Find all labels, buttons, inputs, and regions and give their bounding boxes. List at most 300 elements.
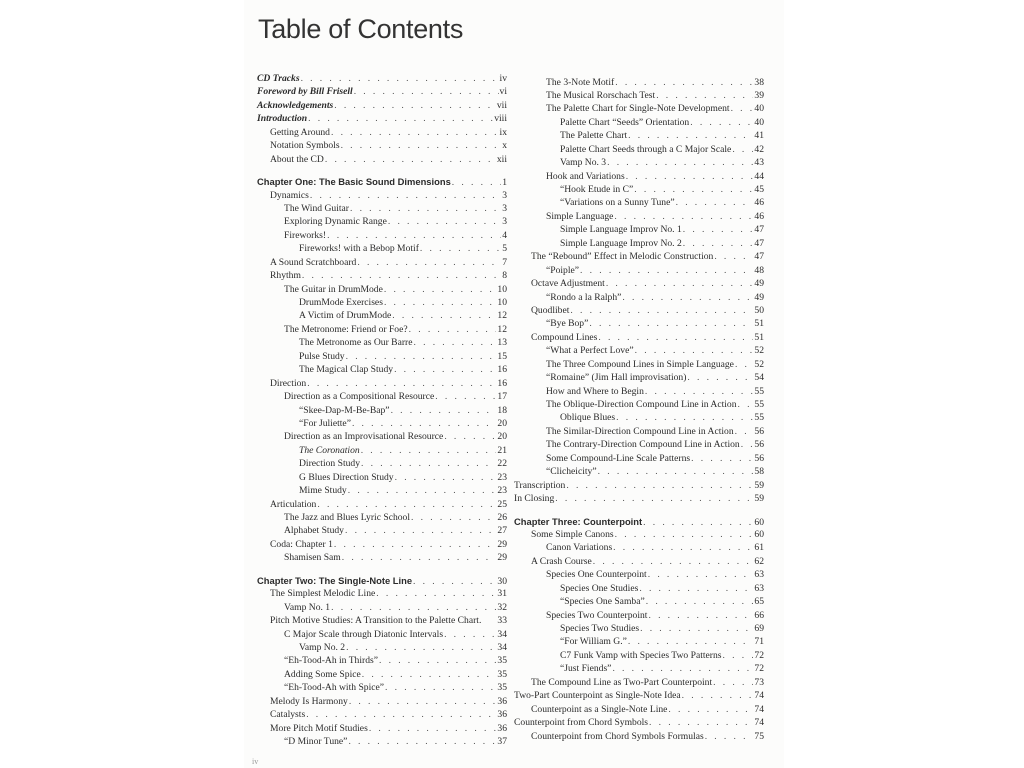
toc-entry-page: 12 <box>497 323 507 335</box>
toc-entry-label: The Oblique-Direction Compound Line in Action <box>546 399 737 410</box>
toc-entry-label: “Clicheicity” <box>546 466 597 478</box>
toc-entry-page: 60 <box>754 516 764 528</box>
toc-entry-label: Quodlibet <box>531 304 570 316</box>
toc-entry <box>514 291 764 304</box>
leader-dots <box>615 528 754 541</box>
leader-dots <box>334 538 497 551</box>
toc-entry <box>257 498 507 511</box>
toc-entry <box>514 237 764 250</box>
leader-dots <box>420 242 501 255</box>
toc-entry-label: In Closing <box>514 493 555 505</box>
toc-entry <box>257 484 507 497</box>
toc-entry-page: 12 <box>497 310 507 322</box>
toc-entry-page: 31 <box>497 588 507 600</box>
toc-entry-page: 17 <box>497 391 507 403</box>
toc-entry-label: “Rondo a la Ralph” <box>546 291 622 303</box>
toc-entry <box>257 628 507 641</box>
toc-entry <box>257 511 507 524</box>
leader-dots <box>310 189 501 202</box>
toc-entry <box>514 331 764 344</box>
toc-entry-page: 39 <box>754 89 764 101</box>
toc-entry-label: A Sound Scratchboard <box>270 256 357 268</box>
toc-entry <box>257 722 507 735</box>
leader-dots <box>301 72 499 85</box>
toc-entry-label: Adding Some Spice <box>284 668 361 680</box>
toc-entry-label: Counterpoint as a Single-Note Line <box>531 703 668 715</box>
leader-dots <box>388 215 501 228</box>
toc-entry-label: Palette Chart Seeds through a C Major Scale <box>560 143 732 155</box>
toc-entry <box>514 277 764 290</box>
leader-dots <box>414 336 497 349</box>
leader-dots: . <box>478 615 482 627</box>
toc-entry-page: 63 <box>754 582 764 594</box>
toc-entry-label: Two-Part Counterpoint as Single-Note Idea <box>514 690 681 702</box>
toc-entry <box>514 250 764 263</box>
leader-dots <box>682 689 754 702</box>
leader-dots <box>683 237 754 250</box>
toc-entry-label: The Palette Chart for Single-Note Development <box>546 103 730 115</box>
leader-dots <box>731 102 754 115</box>
leader-dots <box>394 363 496 376</box>
toc-entry <box>514 555 764 568</box>
leader-dots <box>683 223 754 236</box>
leader-dots <box>645 385 754 398</box>
toc-entry-label: Direction <box>270 377 307 389</box>
toc-entry <box>257 72 507 85</box>
leader-dots <box>350 202 501 215</box>
toc-entry <box>257 404 507 417</box>
toc-entry-label: Fireworks! <box>284 229 327 241</box>
section-gap <box>257 565 507 574</box>
toc-entry-label: Simple Language Improv No. 1 <box>560 224 682 236</box>
toc-entry-page: 7 <box>502 256 507 268</box>
toc-entry-label: A Crash Course <box>531 555 592 567</box>
leader-dots <box>306 708 496 721</box>
toc-entry <box>514 102 764 115</box>
toc-entry-label: The Simplest Melodic Line <box>270 588 376 600</box>
toc-entry-page: 63 <box>754 569 764 581</box>
toc-entry-page: 3 <box>502 189 507 201</box>
toc-entry <box>257 139 507 152</box>
toc-entry-label: The Wind Guitar <box>284 202 349 214</box>
toc-entry-label: “Eh-Tood-Ah in Thirds” <box>284 655 379 667</box>
toc-entry-label: Chapter Two: The Single-Note Line <box>257 574 413 586</box>
leader-dots <box>334 99 496 112</box>
toc-entry-page: 72 <box>754 663 764 675</box>
toc-entry-label: Articulation <box>270 498 317 510</box>
leader-dots <box>649 716 753 729</box>
toc-entry-page: 59 <box>754 479 764 491</box>
toc-entry-page: 20 <box>497 417 507 429</box>
toc-entry-page: 47 <box>754 224 764 236</box>
toc-entry <box>257 654 507 667</box>
toc-entry <box>514 411 764 424</box>
toc-entry-label: DrumMode Exercises <box>299 297 383 308</box>
leader-dots <box>580 264 753 277</box>
leader-dots <box>628 635 754 648</box>
toc-entry-label: Rhythm <box>270 270 301 282</box>
leader-dots <box>391 404 497 417</box>
toc-entry-label: “For Juliette” <box>299 417 351 429</box>
leader-dots <box>346 350 497 363</box>
toc-entry <box>257 390 507 403</box>
leader-dots <box>348 484 497 497</box>
toc-entry-page: 66 <box>754 609 764 621</box>
leader-dots <box>626 170 754 183</box>
toc-entry-page: 58 <box>754 466 764 478</box>
toc-entry <box>257 202 507 215</box>
toc-entry-label: The Palette Chart <box>560 130 628 142</box>
leader-dots <box>589 317 753 330</box>
toc-entry-page: 15 <box>497 350 507 362</box>
toc-entry <box>514 116 764 129</box>
toc-entry-page: vi <box>499 86 507 98</box>
toc-entry <box>514 689 764 702</box>
toc-entry-page: 36 <box>497 695 507 707</box>
toc-entry-label: The Three Compound Lines in Simple Language <box>546 358 734 370</box>
toc-entry-page: 4 <box>502 229 507 241</box>
leader-dots <box>411 511 496 524</box>
toc-entry-page: 23 <box>497 471 507 483</box>
leader-dots <box>302 269 501 282</box>
toc-entry-label: Octave Adjustment <box>531 278 605 290</box>
toc-entry-label: The Magical Clap Study <box>299 364 394 376</box>
toc-entry-page: 56 <box>754 439 764 451</box>
toc-entry-page: ix <box>499 126 507 138</box>
toc-entry-label: The Similar-Direction Compound Line in Action <box>546 425 734 437</box>
toc-entry-label: The Compound Line as Two-Part Counterpoint <box>531 676 713 688</box>
toc-entry-label: “D Minor Tune” <box>284 736 348 747</box>
toc-entry-page: 42 <box>754 143 764 155</box>
toc-entry-label: “Poiple” <box>546 264 580 276</box>
toc-entry <box>514 595 764 608</box>
leader-dots <box>622 291 753 304</box>
toc-entry-page: 41 <box>754 130 764 142</box>
toc-entry <box>257 256 507 269</box>
footer-mark: iv <box>252 757 259 766</box>
toc-entry-label: Melody Is Harmony <box>270 695 348 707</box>
toc-entry <box>514 143 764 156</box>
toc-entry <box>514 676 764 689</box>
toc-entry-page: 40 <box>754 116 764 128</box>
toc-entry <box>257 695 507 708</box>
toc-entry-label: “Just Fiends” <box>560 663 612 675</box>
toc-entry <box>514 183 764 196</box>
toc-entry-page: 25 <box>497 498 507 510</box>
toc-entry-page: 44 <box>754 170 764 182</box>
toc-entry-page: 20 <box>497 431 507 443</box>
toc-entry-label: The Metronome as Our Barre <box>299 337 413 349</box>
leader-dots <box>345 524 496 537</box>
toc-entry-label: Species One Studies <box>560 582 639 594</box>
toc-entry-label: Chapter Three: Counterpoint <box>514 515 643 527</box>
toc-entry-page: 50 <box>754 304 764 316</box>
toc-entry <box>514 223 764 236</box>
leader-dots <box>361 444 497 457</box>
leader-dots <box>598 465 754 478</box>
toc-chapter-entry <box>257 175 507 188</box>
toc-entry <box>514 622 764 635</box>
toc-entry <box>257 336 507 349</box>
toc-entry-page: xii <box>496 153 507 165</box>
toc-entry-page: 3 <box>502 216 507 228</box>
toc-entry-page: 47 <box>754 237 764 249</box>
toc-entry <box>257 430 507 443</box>
toc-entry <box>514 156 764 169</box>
page-title: Table of Contents <box>258 14 464 44</box>
toc-entry-page: viii <box>494 113 507 125</box>
toc-entry <box>514 210 764 223</box>
leader-dots <box>452 176 501 189</box>
toc-entry-label: Counterpoint from Chord Symbols <box>514 717 649 729</box>
toc-entry-label: Getting Around <box>270 126 330 138</box>
toc-entry <box>514 344 764 357</box>
toc-entry-page: 52 <box>754 345 764 357</box>
toc-entry-page: 74 <box>754 717 764 729</box>
toc-entry <box>257 417 507 430</box>
leader-dots <box>444 628 496 641</box>
leader-dots <box>648 609 753 622</box>
toc-entry <box>514 358 764 371</box>
toc-entry-label: The Metronome: Friend or Foe? <box>284 323 408 335</box>
leader-dots <box>723 649 754 662</box>
toc-entry-label: Palette Chart “Seeds” Orientation <box>560 116 690 128</box>
toc-entry-page: 29 <box>497 538 507 550</box>
toc-entry <box>257 708 507 721</box>
toc-right-column <box>514 76 764 743</box>
leader-dots <box>331 601 496 614</box>
toc-entry-page: 34 <box>497 641 507 653</box>
toc-entry <box>257 457 507 470</box>
toc-entry-label: C Major Scale through Diatonic Intervals <box>284 628 444 640</box>
toc-entry <box>514 304 764 317</box>
toc-entry <box>514 129 764 142</box>
toc-entry-label: Direction as an Improvisational Resource <box>284 431 444 443</box>
leader-dots <box>676 196 754 209</box>
toc-entry-page: 60 <box>754 528 764 540</box>
toc-entry-page: 43 <box>754 157 764 169</box>
toc-entry-page: 18 <box>497 404 507 416</box>
toc-entry-label: Alphabet Study <box>284 525 344 537</box>
toc-entry-label: “For William G.” <box>560 636 627 648</box>
leader-dots <box>555 492 753 505</box>
toc-entry-page: 5 <box>502 243 507 255</box>
toc-entry-page: 16 <box>497 364 507 376</box>
toc-entry-label: Exploring Dynamic Range <box>284 216 387 228</box>
toc-entry-page: 8 <box>502 270 507 282</box>
toc-entry <box>514 541 764 554</box>
leader-dots <box>317 498 496 511</box>
toc-entry <box>514 425 764 438</box>
toc-entry <box>514 609 764 622</box>
toc-entry-label: Vamp No. 1 <box>284 601 331 613</box>
toc-entry <box>514 385 764 398</box>
leader-dots <box>566 479 753 492</box>
toc-entry <box>257 444 507 457</box>
toc-entry <box>257 668 507 681</box>
toc-entry <box>257 350 507 363</box>
leader-dots <box>713 676 753 689</box>
leader-dots <box>409 323 497 336</box>
leader-dots <box>369 722 497 735</box>
toc-entry-label: Compound Lines <box>531 331 598 343</box>
leader-dots <box>643 516 753 529</box>
toc-entry <box>514 76 764 89</box>
toc-entry-page: 29 <box>497 552 507 564</box>
toc-entry-page: 49 <box>754 291 764 303</box>
toc-chapter-entry <box>514 515 764 528</box>
toc-entry-label: Foreword by Bill Frisell <box>257 86 353 98</box>
toc-entry-page: 38 <box>754 76 764 88</box>
toc-entry-page: 35 <box>497 682 507 694</box>
toc-entry-label: “Bye Bop” <box>546 318 589 330</box>
section-gap <box>257 166 507 175</box>
toc-entry-label: “Eh-Tood-Ah with Spice” <box>284 682 385 694</box>
toc-entry <box>514 452 764 465</box>
toc-entry <box>257 283 507 296</box>
leader-dots <box>640 622 753 635</box>
toc-entry-label: Species Two Counterpoint <box>546 609 648 621</box>
toc-entry-page: 55 <box>754 412 764 424</box>
toc-entry-page: 40 <box>754 103 764 115</box>
leader-dots <box>349 695 497 708</box>
toc-entry-page: 23 <box>497 485 507 497</box>
toc-entry-label: How and Where to Begin <box>546 385 644 397</box>
leader-dots <box>607 156 753 169</box>
toc-entry-label: Notation Symbols <box>270 140 340 152</box>
toc-entry-page: 36 <box>497 722 507 734</box>
leader-dots <box>612 662 753 675</box>
leader-dots <box>362 668 497 681</box>
leader-dots <box>614 210 753 223</box>
toc-entry <box>257 363 507 376</box>
leader-dots <box>646 595 754 608</box>
toc-entry-page: 46 <box>754 210 764 222</box>
toc-entry-page: 21 <box>497 444 507 456</box>
toc-entry-page: 49 <box>754 278 764 290</box>
leader-dots <box>570 304 753 317</box>
toc-entry-page: iv <box>499 73 507 84</box>
toc-entry-page: 22 <box>497 458 507 470</box>
toc-entry <box>514 582 764 595</box>
toc-entry-page: 3 <box>502 202 507 214</box>
toc-entry-page: 73 <box>754 676 764 688</box>
toc-entry-page: 56 <box>754 425 764 437</box>
toc-entry-label: Oblique Blues <box>560 412 616 424</box>
leader-dots <box>656 89 753 102</box>
leader-dots <box>639 582 753 595</box>
toc-entry-label: Catalysts <box>270 709 306 721</box>
toc-entry-label: Direction as a Compositional Resource <box>284 391 435 403</box>
leader-dots <box>735 425 754 438</box>
toc-entry-page: 37 <box>497 736 507 747</box>
toc-entry-label: CD Tracks <box>257 73 300 84</box>
toc-entry-label: Simple Language <box>546 210 614 222</box>
toc-entry-label: The Jazz and Blues Lyric School <box>284 512 411 523</box>
toc-entry-page: 61 <box>754 542 764 554</box>
leader-dots <box>348 735 496 748</box>
leader-dots <box>613 541 753 554</box>
leader-dots <box>615 76 753 89</box>
toc-entry-page: x <box>502 140 507 152</box>
toc-entry <box>514 703 764 716</box>
toc-entry <box>257 587 507 600</box>
toc-entry-page: 16 <box>497 377 507 389</box>
toc-entry-label: Chapter One: The Basic Sound Dimensions <box>257 176 451 188</box>
toc-entry-page: 55 <box>754 399 764 410</box>
toc-entry-page: 26 <box>497 512 507 523</box>
toc-entry <box>257 377 507 390</box>
toc-entry-label: Coda: Chapter 1 <box>270 538 333 550</box>
leader-dots <box>385 681 496 694</box>
leader-dots <box>341 139 502 152</box>
leader-dots <box>354 85 499 98</box>
toc-entry <box>514 568 764 581</box>
toc-entry-page: 10 <box>497 283 507 295</box>
toc-entry <box>514 371 764 384</box>
toc-entry-page: 30 <box>497 575 507 587</box>
toc-entry <box>257 126 507 139</box>
toc-entry <box>514 465 764 478</box>
toc-entry <box>514 528 764 541</box>
leader-dots <box>357 256 501 269</box>
toc-entry-label: Counterpoint from Chord Symbols Formulas <box>531 730 704 742</box>
toc-entry <box>514 479 764 492</box>
toc-entry-page: 74 <box>754 703 764 715</box>
toc-entry-label: Dynamics <box>270 189 309 201</box>
toc-entry-page: 47 <box>754 251 764 263</box>
toc-entry-label: Canon Variations <box>546 542 613 554</box>
toc-entry <box>514 89 764 102</box>
toc-entry-page: 59 <box>754 493 764 505</box>
leader-dots <box>444 430 496 443</box>
toc-entry <box>514 716 764 729</box>
leader-dots <box>616 411 753 424</box>
leader-dots <box>327 229 501 242</box>
toc-entry <box>257 551 507 564</box>
toc-entry-label: Species One Counterpoint <box>546 569 647 581</box>
toc-entry-label: A Victim of DrumMode <box>299 310 392 322</box>
section-gap <box>514 506 764 515</box>
toc-entry-label: The 3-Note Motif <box>546 76 615 88</box>
leader-dots <box>714 250 753 263</box>
leader-dots <box>691 452 753 465</box>
toc-entry-page: 55 <box>754 385 764 397</box>
toc-entry-page: 13 <box>497 337 507 349</box>
leader-dots <box>392 309 496 322</box>
toc-entry-label: “Skee-Dap-M-Be-Bap” <box>299 404 390 416</box>
toc-entry-page: 71 <box>754 636 764 648</box>
toc-entry-label: Species Two Studies <box>560 623 640 634</box>
leader-dots <box>628 129 753 142</box>
toc-entry-page: 36 <box>497 709 507 721</box>
leader-dots <box>648 568 754 581</box>
toc-entry-page: 35 <box>497 655 507 667</box>
leader-dots <box>346 641 496 654</box>
toc-entry <box>257 269 507 282</box>
leader-dots <box>352 417 496 430</box>
leader-dots <box>732 143 753 156</box>
toc-entry-page: 46 <box>754 197 764 209</box>
toc-entry-page: 33 <box>497 615 507 627</box>
toc-entry-page: 27 <box>497 525 507 537</box>
toc-entry <box>257 309 507 322</box>
toc-entry-page: vii <box>496 99 507 111</box>
toc-entry <box>257 296 507 309</box>
toc-entry <box>257 735 507 748</box>
toc-entry-page: 72 <box>754 649 764 661</box>
toc-entry-label: More Pitch Motif Studies <box>270 722 368 734</box>
